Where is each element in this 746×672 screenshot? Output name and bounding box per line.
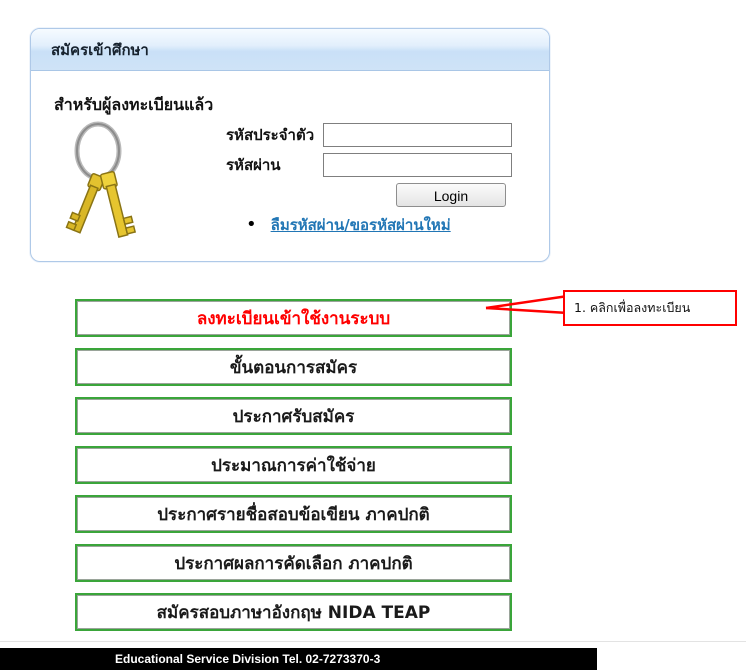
registered-users-label: สำหรับผู้ลงทะเบียนแล้ว xyxy=(54,95,214,114)
footer-divider xyxy=(0,641,746,642)
register-callout xyxy=(563,290,737,326)
student-id-label: รหัสประจำตัว xyxy=(226,126,315,144)
password-row xyxy=(226,153,512,177)
login-button[interactable]: Login xyxy=(396,183,506,207)
menu-item-register[interactable]: ลงทะเบียนเข้าใช้งานระบบ xyxy=(75,299,512,337)
footer-text: Educational Service Division Tel. 02-7273370-3 xyxy=(115,652,381,666)
menu-button-list xyxy=(75,299,512,642)
forgot-password-row xyxy=(246,213,451,237)
menu-item-selection-results[interactable]: ประกาศผลการคัดเลือก ภาคปกติ xyxy=(75,544,512,582)
callout-text: 1. คลิกเพื่อลงทะเบียน xyxy=(574,300,691,315)
password-label: รหัสผ่าน xyxy=(226,156,281,174)
menu-item-admission-announcement[interactable]: ประกาศรับสมัคร xyxy=(75,397,512,435)
menu-item-expense-estimate[interactable]: ประมาณการค่าใช้จ่าย xyxy=(75,446,512,484)
panel-title: สมัครเข้าศึกษา xyxy=(51,40,149,59)
keys-icon xyxy=(56,119,144,255)
footer-bar xyxy=(0,648,597,670)
bullet-icon: • xyxy=(246,214,257,235)
forgot-password-link[interactable]: ลืมรหัสผ่าน/ขอรหัสผ่านใหม่ xyxy=(270,216,451,234)
student-id-input[interactable] xyxy=(323,123,512,147)
login-panel-header xyxy=(31,29,549,71)
login-panel xyxy=(30,28,550,262)
menu-item-nida-teap[interactable]: สมัครสอบภาษาอังกฤษ NIDA TEAP xyxy=(75,593,512,631)
password-input[interactable] xyxy=(323,153,512,177)
menu-item-application-steps[interactable]: ขั้นตอนการสมัคร xyxy=(75,348,512,386)
menu-item-written-exam-list[interactable]: ประกาศรายชื่อสอบข้อเขียน ภาคปกติ xyxy=(75,495,512,533)
callout-arrow-icon xyxy=(480,288,572,336)
student-id-row xyxy=(226,123,512,147)
login-panel-body xyxy=(31,71,549,260)
